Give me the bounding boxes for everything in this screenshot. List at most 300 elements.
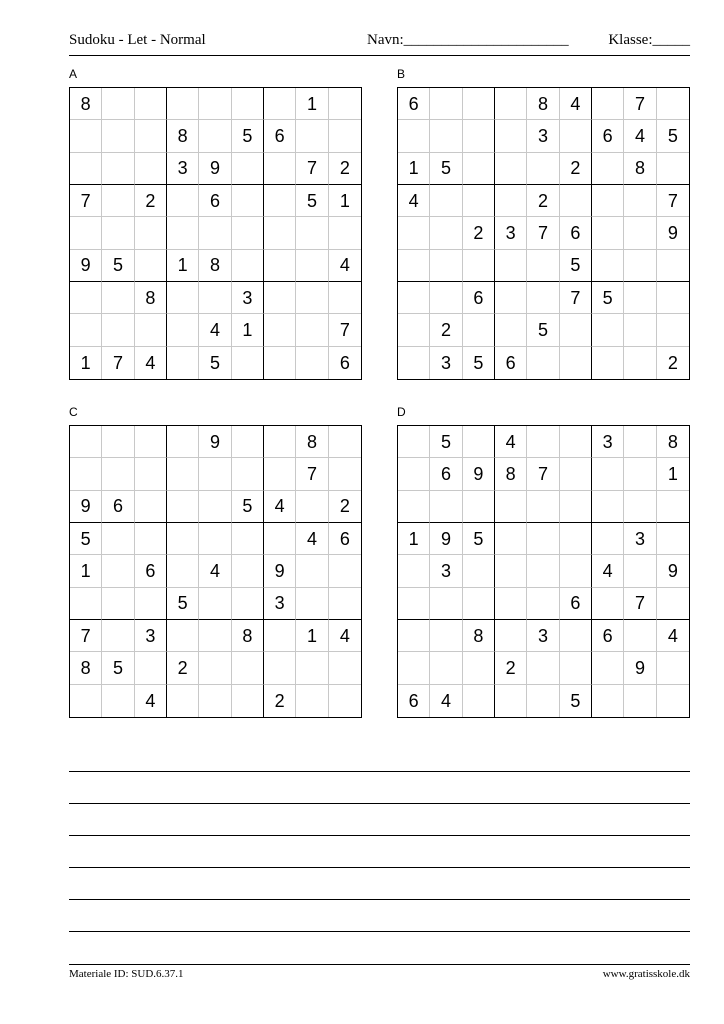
sudoku-cell [463,426,495,458]
sudoku-cell [167,620,199,652]
sudoku-cell [264,153,296,185]
sudoku-cell [135,426,167,458]
sudoku-cell: 5 [463,347,495,379]
sudoku-cell [495,588,527,620]
sudoku-cell [592,491,624,523]
sudoku-cell [70,282,102,314]
sudoku-cell: 6 [264,120,296,152]
sudoku-cell: 4 [624,120,656,152]
sudoku-cell [167,685,199,717]
sudoku-cell [463,588,495,620]
sudoku-cell: 4 [135,685,167,717]
sudoku-cell: 4 [199,555,231,587]
sudoku-cell [624,282,656,314]
sudoku-cell [70,588,102,620]
sudoku-cell [398,282,430,314]
sudoku-cell [495,282,527,314]
sudoku-cell: 5 [657,120,689,152]
sudoku-cell [232,652,264,684]
sudoku-cell: 8 [463,620,495,652]
sudoku-cell [560,523,592,555]
sudoku-cell [102,458,134,490]
sudoku-cell: 4 [560,88,592,120]
sudoku-cell [199,88,231,120]
sudoku-cell [560,426,592,458]
sudoku-cell [199,217,231,249]
sudoku-cell [329,588,361,620]
sudoku-cell [329,217,361,249]
sudoku-cell [592,685,624,717]
sudoku-cell [232,523,264,555]
sudoku-cell: 6 [430,458,462,490]
sudoku-cell: 5 [560,685,592,717]
writing-line [69,931,690,932]
sudoku-cell [527,588,559,620]
sudoku-cell: 8 [70,652,102,684]
sudoku-cell: 8 [232,620,264,652]
sudoku-cell [430,620,462,652]
name-field: Navn:______________________ [367,32,569,48]
sudoku-cell [624,685,656,717]
sudoku-cell: 4 [329,620,361,652]
worksheet-title: Sudoku - Let - Normal [69,32,206,48]
sudoku-cell [592,88,624,120]
sudoku-cell: 7 [624,88,656,120]
sudoku-cell [624,185,656,217]
sudoku-cell: 4 [592,555,624,587]
sudoku-cell: 8 [167,120,199,152]
sudoku-cell [264,88,296,120]
sudoku-cell: 7 [329,314,361,346]
sudoku-cell [398,314,430,346]
sudoku-grid [397,87,690,380]
sudoku-cell [398,458,430,490]
sudoku-cell: 5 [592,282,624,314]
sudoku-cell [296,282,328,314]
sudoku-cell: 8 [199,250,231,282]
sudoku-cell: 2 [430,314,462,346]
sudoku-cell [232,685,264,717]
sudoku-cell [495,250,527,282]
sudoku-cell: 3 [430,555,462,587]
sudoku-cell [430,282,462,314]
sudoku-cell [135,153,167,185]
sudoku-cell: 5 [232,120,264,152]
sudoku-cell [167,491,199,523]
sudoku-cell [430,217,462,249]
sudoku-cell: 9 [657,217,689,249]
sudoku-cell [329,652,361,684]
sudoku-cell [527,426,559,458]
writing-line [69,803,690,804]
sudoku-cell: 5 [296,185,328,217]
sudoku-cell [102,620,134,652]
sudoku-cell [495,620,527,652]
sudoku-cell [527,523,559,555]
sudoku-cell: 7 [657,185,689,217]
sudoku-cell [657,88,689,120]
sudoku-cell: 6 [560,217,592,249]
sudoku-cell [102,88,134,120]
sudoku-cell: 6 [495,347,527,379]
sudoku-cell: 8 [624,153,656,185]
sudoku-cell: 2 [329,491,361,523]
sudoku-cell [430,185,462,217]
sudoku-cell: 2 [495,652,527,684]
sudoku-cell: 8 [495,458,527,490]
sudoku-cell [135,491,167,523]
sudoku-cell: 1 [296,88,328,120]
sudoku-cell [657,250,689,282]
sudoku-cell: 5 [199,347,231,379]
sudoku-cell [329,120,361,152]
sudoku-cell [657,282,689,314]
sudoku-cell [560,491,592,523]
sudoku-cell [264,523,296,555]
sudoku-cell [495,120,527,152]
writing-line [69,835,690,836]
sudoku-cell [102,153,134,185]
sudoku-cell [135,314,167,346]
sudoku-cell: 9 [199,153,231,185]
sudoku-cell [398,347,430,379]
sudoku-cell [296,685,328,717]
sudoku-cell: 4 [329,250,361,282]
sudoku-cell [495,685,527,717]
sudoku-cell: 6 [398,685,430,717]
sudoku-cell: 1 [398,523,430,555]
sudoku-cell [329,685,361,717]
sudoku-grid [69,425,362,718]
sudoku-cell: 1 [167,250,199,282]
sudoku-cell: 3 [592,426,624,458]
sudoku-cell [430,588,462,620]
sudoku-cell: 5 [232,491,264,523]
sudoku-cell [657,314,689,346]
sudoku-cell: 3 [624,523,656,555]
sudoku-cell [264,250,296,282]
sudoku-cell: 1 [329,185,361,217]
sudoku-cell [592,185,624,217]
sudoku-cell [398,555,430,587]
sudoku-cell: 5 [70,523,102,555]
sudoku-cell [199,652,231,684]
sudoku-cell [592,347,624,379]
sudoku-cell [102,523,134,555]
sudoku-cell: 9 [264,555,296,587]
sudoku-cell [167,458,199,490]
sudoku-cell [624,458,656,490]
header-divider [69,55,690,56]
sudoku-cell: 6 [560,588,592,620]
sudoku-cell [527,347,559,379]
sudoku-cell [592,250,624,282]
sudoku-cell: 6 [398,88,430,120]
puzzle-label: D [397,405,406,419]
sudoku-cell [495,491,527,523]
sudoku-cell [102,588,134,620]
sudoku-cell [329,282,361,314]
sudoku-cell [657,588,689,620]
sudoku-cell [463,314,495,346]
sudoku-cell: 6 [102,491,134,523]
sudoku-cell [102,555,134,587]
sudoku-cell [430,120,462,152]
sudoku-cell [167,217,199,249]
sudoku-cell: 7 [527,458,559,490]
sudoku-cell [592,153,624,185]
sudoku-cell [560,620,592,652]
sudoku-cell [624,314,656,346]
sudoku-cell [135,523,167,555]
sudoku-cell [199,685,231,717]
sudoku-cell [102,185,134,217]
sudoku-cell [398,491,430,523]
sudoku-cell: 9 [657,555,689,587]
sudoku-cell [463,120,495,152]
puzzle-label: B [397,67,406,81]
sudoku-cell: 7 [296,458,328,490]
sudoku-cell [657,652,689,684]
sudoku-cell [296,314,328,346]
sudoku-cell [264,185,296,217]
writing-line [69,867,690,868]
sudoku-cell [495,314,527,346]
sudoku-cell: 4 [398,185,430,217]
sudoku-cell [296,555,328,587]
sudoku-cell [527,685,559,717]
sudoku-cell [135,88,167,120]
sudoku-cell [167,347,199,379]
sudoku-cell: 7 [296,153,328,185]
sudoku-cell [199,282,231,314]
sudoku-cell [329,458,361,490]
sudoku-cell: 3 [167,153,199,185]
sudoku-cell [398,620,430,652]
sudoku-cell [527,652,559,684]
sudoku-cell [430,652,462,684]
sudoku-cell: 6 [463,282,495,314]
sudoku-cell [167,282,199,314]
sudoku-cell [398,250,430,282]
sudoku-cell [560,347,592,379]
sudoku-cell: 1 [657,458,689,490]
sudoku-cell: 4 [296,523,328,555]
sudoku-cell [657,685,689,717]
sudoku-cell [329,88,361,120]
sudoku-cell: 7 [624,588,656,620]
sudoku-cell [527,282,559,314]
sudoku-cell [167,523,199,555]
sudoku-cell: 9 [624,652,656,684]
sudoku-grid [397,425,690,718]
sudoku-cell: 3 [527,620,559,652]
sudoku-cell [264,620,296,652]
sudoku-cell [70,120,102,152]
sudoku-cell [135,250,167,282]
sudoku-cell [592,652,624,684]
sudoku-cell [592,458,624,490]
sudoku-cell: 2 [667,352,678,373]
sudoku-cell: 6 [199,185,231,217]
sudoku-cell: 5 [560,250,592,282]
sudoku-cell: 9 [70,250,102,282]
class-field: Klasse:_____ [608,32,690,48]
sudoku-cell: 5 [102,250,134,282]
website-link: www.gratisskole.dk [602,968,690,980]
sudoku-cell: 5 [167,588,199,620]
sudoku-cell [527,555,559,587]
sudoku-cell [398,120,430,152]
sudoku-cell [463,153,495,185]
sudoku-cell: 8 [527,88,559,120]
sudoku-cell [463,685,495,717]
sudoku-cell [296,250,328,282]
sudoku-cell [70,685,102,717]
sudoku-cell [624,347,656,379]
sudoku-cell [70,426,102,458]
sudoku-cell: 4 [495,426,527,458]
sudoku-cell [135,120,167,152]
sudoku-cell [495,523,527,555]
sudoku-cell: 2 [264,685,296,717]
footer-divider [69,964,690,965]
sudoku-cell [264,426,296,458]
sudoku-cell [70,217,102,249]
sudoku-cell: 3 [264,588,296,620]
sudoku-cell: 8 [135,282,167,314]
sudoku-cell: 2 [167,652,199,684]
sudoku-cell: 3 [495,217,527,249]
sudoku-cell [199,588,231,620]
sudoku-cell [527,250,559,282]
sudoku-cell [264,458,296,490]
sudoku-cell: 4 [430,685,462,717]
sudoku-cell [199,523,231,555]
sudoku-cell [232,458,264,490]
sudoku-cell: 6 [592,620,624,652]
sudoku-cell [199,491,231,523]
sudoku-cell: 3 [135,620,167,652]
writing-line [69,899,690,900]
sudoku-cell: 2 [135,185,167,217]
sudoku-cell [329,426,361,458]
sudoku-cell: 4 [135,347,167,379]
sudoku-cell [624,620,656,652]
sudoku-cell [70,314,102,346]
sudoku-cell: 6 [592,120,624,152]
sudoku-cell: 1 [232,314,264,346]
sudoku-cell: 6 [329,523,361,555]
sudoku-cell: 4 [199,314,231,346]
sudoku-cell [463,185,495,217]
sudoku-cell: 7 [70,620,102,652]
sudoku-cell [592,588,624,620]
sudoku-cell: 5 [430,153,462,185]
sudoku-cell [296,120,328,152]
sudoku-cell: 9 [70,491,102,523]
sudoku-cell [199,458,231,490]
sudoku-cell [463,88,495,120]
sudoku-cell [264,217,296,249]
sudoku-cell [560,458,592,490]
puzzle-label: C [69,405,78,419]
sudoku-cell [296,217,328,249]
sudoku-cell [135,458,167,490]
sudoku-cell [527,153,559,185]
sudoku-cell [102,282,134,314]
sudoku-cell [264,347,296,379]
sudoku-cell [463,250,495,282]
sudoku-cell [527,491,559,523]
sudoku-cell [657,153,689,185]
sudoku-cell [430,88,462,120]
sudoku-cell [463,491,495,523]
sudoku-cell [102,120,134,152]
sudoku-cell [167,88,199,120]
sudoku-cell [592,217,624,249]
sudoku-cell [70,458,102,490]
sudoku-cell [199,120,231,152]
sudoku-cell [296,588,328,620]
sudoku-cell [70,153,102,185]
sudoku-cell: 9 [463,458,495,490]
puzzle-label: A [69,67,78,81]
sudoku-cell [232,217,264,249]
sudoku-cell [398,652,430,684]
sudoku-cell [430,491,462,523]
sudoku-cell: 2 [463,217,495,249]
sudoku-cell [135,588,167,620]
sudoku-cell: 7 [70,185,102,217]
sudoku-cell: 4 [657,620,689,652]
sudoku-cell [560,185,592,217]
sudoku-cell: 4 [264,491,296,523]
sudoku-cell: 8 [657,426,689,458]
sudoku-cell [232,185,264,217]
sudoku-cell [463,555,495,587]
sudoku-cell [560,652,592,684]
sudoku-cell [232,347,264,379]
sudoku-cell [232,555,264,587]
sudoku-cell [102,426,134,458]
sudoku-cell [592,523,624,555]
sudoku-cell [624,250,656,282]
sudoku-cell [495,88,527,120]
sudoku-cell: 5 [430,426,462,458]
sudoku-cell [296,347,328,379]
sudoku-cell [430,250,462,282]
material-id: Materiale ID: SUD.6.37.1 [69,968,184,980]
sudoku-cell [624,491,656,523]
sudoku-cell [102,685,134,717]
sudoku-cell [264,314,296,346]
sudoku-cell [592,314,624,346]
sudoku-cell [232,426,264,458]
sudoku-cell: 5 [102,652,134,684]
sudoku-cell [329,555,361,587]
sudoku-cell [657,523,689,555]
sudoku-cell [624,555,656,587]
sudoku-cell [232,588,264,620]
sudoku-cell [296,491,328,523]
sudoku-cell [624,426,656,458]
sudoku-cell: 2 [527,185,559,217]
worksheet-header [69,32,690,54]
sudoku-cell [560,314,592,346]
sudoku-cell [232,153,264,185]
sudoku-cell [264,282,296,314]
